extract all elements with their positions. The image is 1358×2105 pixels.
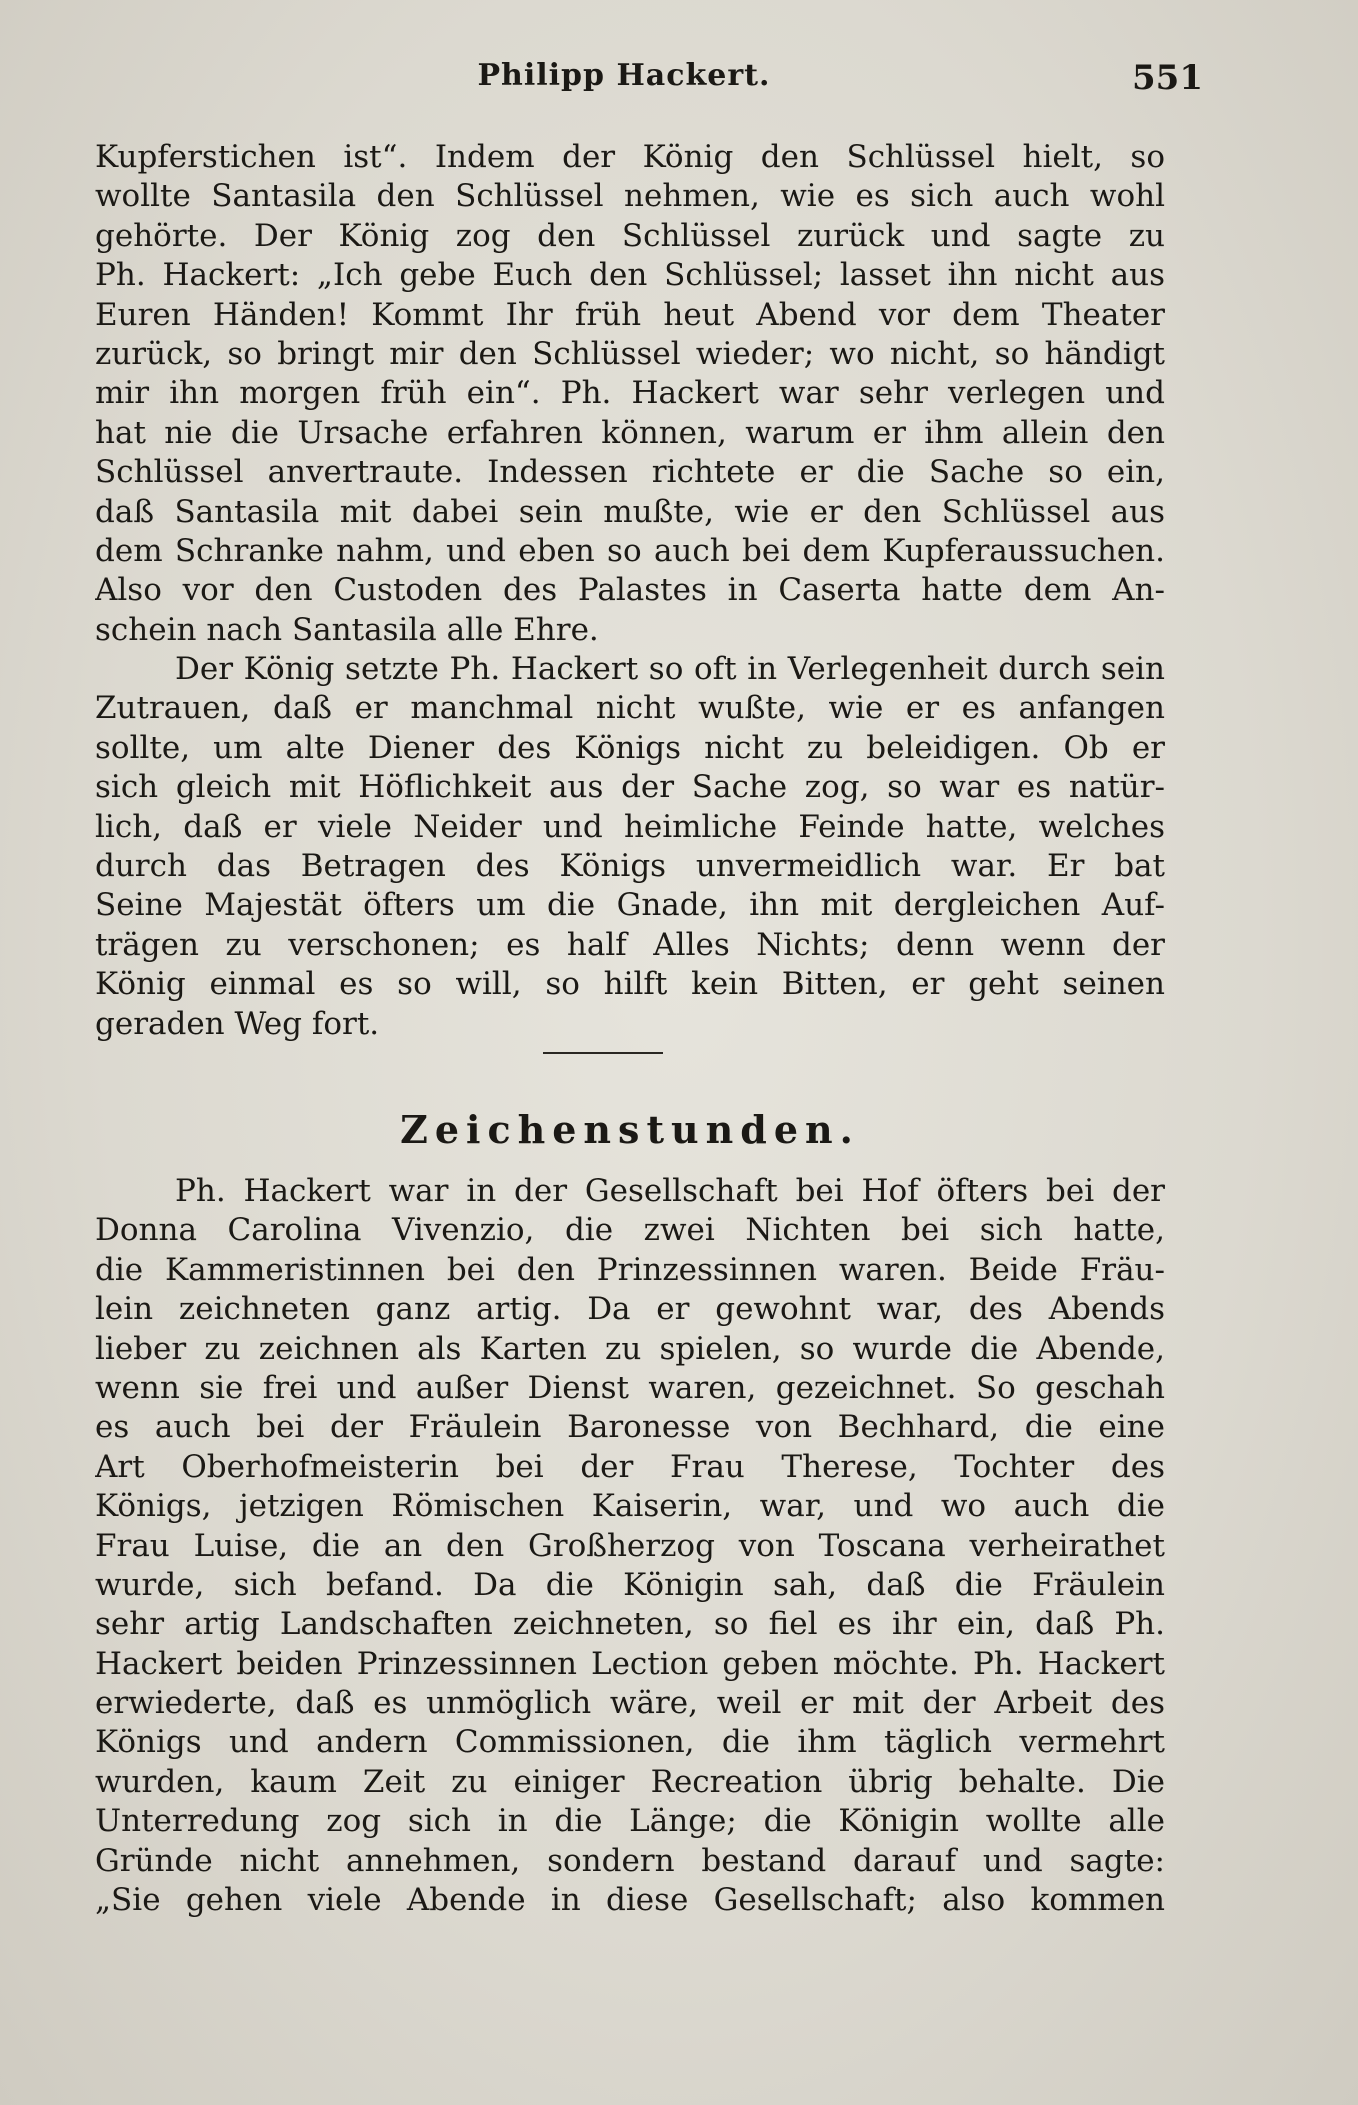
text-line: hat nie die Ursache erfahren können, warum er ihm allein den	[95, 414, 1165, 451]
text-line: die Kammeristinnen bei den Prinzessinnen waren. Beide Fräu-	[95, 1251, 1165, 1288]
text-line: wollte Santasila den Schlüssel nehmen, wie es sich auch wohl	[95, 178, 1165, 215]
text-line: „Sie gehen viele Abende in diese Gesellschaft; also kommen	[95, 1882, 1165, 1919]
paragraph-3	[95, 1172, 1165, 1920]
divider-rule	[543, 1052, 663, 1054]
text-line: Schlüssel anvertraute. Indessen richtete er die Sache so ein,	[95, 454, 1165, 491]
text-line: lein zeichneten ganz artig. Da er gewohnt war, des Abends	[95, 1291, 1165, 1328]
text-line: Kupferstichen ist“. Indem der König den Schlüssel hielt, so	[95, 139, 1165, 175]
text-line: daß Santasila mit dabei sein mußte, wie er den Schlüssel aus	[95, 493, 1165, 530]
text-line: Donna Carolina Vivenzio, die zwei Nichten bei sich hatte,	[95, 1212, 1165, 1249]
text-line: Ph. Hackert war in der Gesellschaft bei Hof öfters bei der	[175, 1172, 1165, 1209]
text-line: Art Oberhofmeisterin bei der Frau Therese, Tochter des	[95, 1448, 1165, 1485]
text-line: schein nach Santasila alle Ehre.	[95, 611, 599, 648]
text-line: Ph. Hackert: „Ich gebe Euch den Schlüssel; lasset ihn nicht aus	[95, 257, 1165, 294]
body-text	[95, 138, 1165, 1920]
running-title: Philipp Hackert.	[477, 58, 771, 93]
text-line: zurück, so bringt mir den Schlüssel wieder; wo nicht, so händigt	[95, 335, 1165, 372]
text-line: sehr artig Landschaften zeichneten, so fiel es ihr ein, daß Ph.	[95, 1606, 1165, 1643]
text-line: wurde, sich befand. Da die Königin sah, daß die Fräulein	[95, 1566, 1165, 1603]
section-divider	[95, 1044, 1165, 1082]
section-heading: Zeichenstunden.	[400, 1106, 860, 1152]
text-line: Also vor den Custoden des Palastes in Caserta hatte dem An-	[95, 572, 1165, 609]
text-line: geraden Weg fort.	[95, 1005, 380, 1042]
text-line: durch das Betragen des Königs unvermeidlich war. Er bat	[95, 848, 1165, 885]
text-line: Der König setzte Ph. Hackert so oft in Verlegenheit durch sein	[175, 651, 1165, 688]
text-line: Königs, jetzigen Römischen Kaiserin, war, und wo auch die	[95, 1488, 1165, 1525]
text-line: Seine Majestät öfters um die Gnade, ihn mit dergleichen Auf-	[95, 887, 1165, 924]
text-line: Euren Händen! Kommt Ihr früh heut Abend vor dem Theater	[95, 296, 1165, 333]
text-line: Zutrauen, daß er manchmal nicht wußte, wie er es anfangen	[95, 690, 1165, 727]
text-line: sollte, um alte Diener des Königs nicht zu beleidigen. Ob er	[95, 729, 1165, 766]
text-line: wenn sie frei und außer Dienst waren, gezeichnet. So geschah	[95, 1369, 1165, 1406]
text-line: es auch bei der Fräulein Baronesse von Bechhard, die eine	[95, 1409, 1165, 1446]
text-line: gehörte. Der König zog den Schlüssel zurück und sagte zu	[95, 217, 1165, 254]
text-line: wurden, kaum Zeit zu einiger Recreation übrig behalte. Die	[95, 1763, 1165, 1800]
text-line: erwiederte, daß es unmöglich wäre, weil er mit der Arbeit des	[95, 1685, 1165, 1722]
text-line: König einmal es so will, so hilft kein Bitten, er geht seinen	[95, 966, 1165, 1003]
text-line: mir ihn morgen früh ein“. Ph. Hackert war sehr verlegen und	[95, 375, 1165, 412]
text-line: Königs und andern Commissionen, die ihm täglich vermehrt	[95, 1724, 1165, 1761]
paragraph-1	[95, 138, 1165, 650]
page-header	[95, 58, 1203, 100]
text-line: Frau Luise, die an den Großherzog von Toscana verheirathet	[95, 1527, 1165, 1564]
text-line: Hackert beiden Prinzessinnen Lection geben möchte. Ph. Hackert	[95, 1645, 1165, 1682]
paragraph-2	[95, 650, 1165, 1044]
text-line: Unterredung zog sich in die Länge; die Königin wollte alle	[95, 1803, 1165, 1840]
text-line: Gründe nicht annehmen, sondern bestand darauf und sagte:	[95, 1842, 1165, 1879]
text-line: lieber zu zeichnen als Karten zu spielen, so wurde die Abende,	[95, 1330, 1165, 1367]
text-line: lich, daß er viele Neider und heimliche Feinde hatte, welches	[95, 808, 1165, 845]
text-line: sich gleich mit Höflichkeit aus der Sache zog, so war es natür-	[95, 769, 1165, 806]
text-line: trägen zu verschonen; es half Alles Nichts; denn wenn der	[95, 926, 1165, 963]
page-number: 551	[1132, 58, 1203, 98]
text-line: dem Schranke nahm, und eben so auch bei dem Kupferaussuchen.	[95, 532, 1165, 569]
